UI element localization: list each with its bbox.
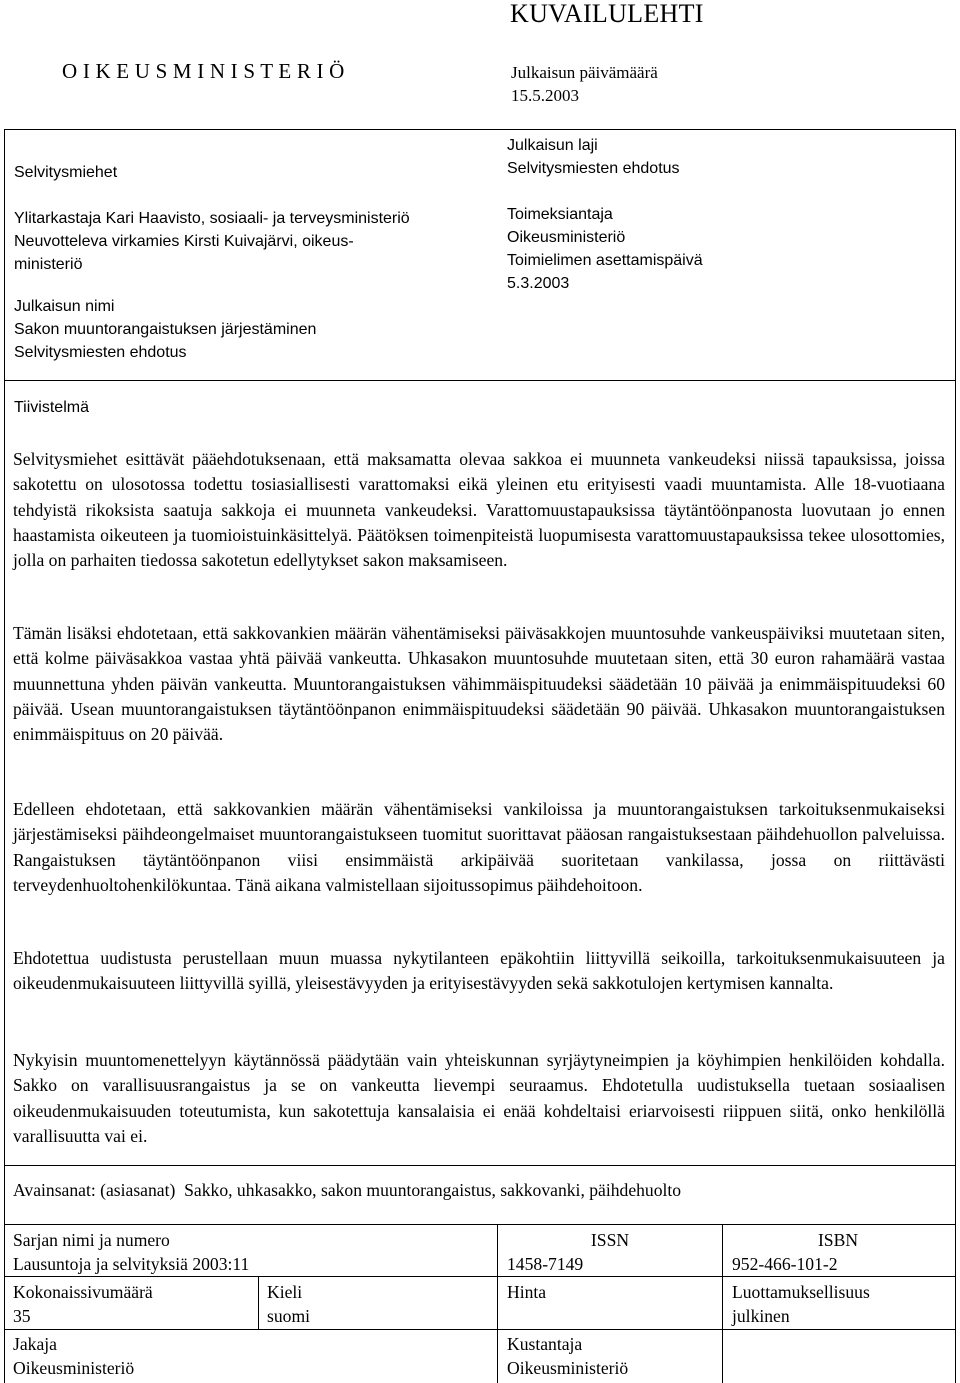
header-box-top-rule	[4, 129, 956, 130]
document-type: KUVAILULEHTI	[510, 0, 704, 28]
page-count-label: Kokonaissivumäärä	[13, 1282, 153, 1302]
commissioner-value: Oikeusministeriö	[507, 229, 626, 246]
header-box-left-rule	[4, 129, 5, 381]
commissioner-label: Toimeksiantaja	[507, 206, 613, 223]
issn-label: ISSN	[590, 1230, 630, 1250]
summary-box-left-rule	[4, 380, 5, 1166]
publication-name-line-1: Sakon muuntorangaistuksen järjestäminen	[14, 321, 317, 338]
series-value: Lausuntoja ja selvityksiä 2003:11	[13, 1254, 250, 1274]
footer-table-divider-2	[722, 1224, 723, 1383]
keywords-box-right-rule	[955, 1165, 956, 1225]
keywords-box-left-rule	[4, 1165, 5, 1225]
summary-paragraph-5: Nykyisin muuntomenettelyyn käytännössä päädytään vain yhteiskunnan syrjäytyneimpien ja köyhimpien henkilöiden kohdalla. Sakko on varallisuusrangaistus ja se on vankeutta lievempi seuraamus. Ehdotetulla uudistuksella tuetaan sosiaalisen oikeudenmukaisuuden toteutumista, kun sakotettuja kansalaisia ei enää kohdeltaisi eriarvoisesti riippuen siitä, onko henkilöllä varallisuutta vai ei.	[13, 1050, 945, 1146]
publication-type-value: Selvitysmiesten ehdotus	[507, 160, 680, 177]
appointment-date-label: Toimielimen asettamispäivä	[507, 252, 703, 269]
distributor-label: Jakaja	[13, 1334, 57, 1354]
publish-date: 15.5.2003	[511, 86, 579, 105]
isbn-value: 952-466-101-2	[732, 1254, 838, 1274]
footer-table-row-rule-2	[4, 1329, 956, 1330]
confidentiality-value: julkinen	[732, 1306, 790, 1326]
keywords-box-bottom-rule	[4, 1224, 956, 1225]
author-line-3: ministeriö	[14, 256, 83, 273]
page-count-value: 35	[13, 1306, 31, 1326]
footer-table-left-rule	[4, 1224, 5, 1383]
language-label: Kieli	[267, 1282, 303, 1302]
summary-paragraph-1: Selvitysmiehet esittävät pääehdotuksenaan, että maksamatta olevaa sakkoa ei muunneta vankeudeksi niissä tapauksissa, joissa sakotettu on ulosotossa todettu tosiasiallisesti varattomaksi eikä yleinen etu erityisesti vaadi muuntamista. Alle 18-vuotiaana tehdyistä rikoksista saatuja sakkoja ei muunneta vankeudeksi. Varattomuustapauksissa täytäntöönpanosta luovutaan jo ennen haastamista oikeuteen ja tuomioistuinkäsittelyä. Päätöksen toimenpiteistä luopumisesta varattomuustapauksissa tekee ulosottomies, jolla on parhaiten tiedossa sakotetun edellytykset sakon maksamiseen.	[13, 449, 945, 571]
footer-table-divider-3	[258, 1276, 259, 1329]
price-label: Hinta	[507, 1282, 547, 1302]
summary-box-right-rule	[955, 380, 956, 1166]
publication-name-line-2: Selvitysmiesten ehdotus	[14, 344, 187, 361]
isbn-label: ISBN	[817, 1230, 859, 1250]
summary-label: Tiivistelmä	[14, 399, 89, 416]
summary-paragraph-3: Edelleen ehdotetaan, että sakkovankien määrän vähentämiseksi vankiloissa ja muuntorangaistuksen tarkoituksenmukaiseksi järjestämiseksi päihdeongelmaiset muuntorangaistukseen tuomitut suorittavat pääosan rangaistuksestaan päihdehuollon palveluissa. Rangaistuksen täytäntöönpanon viisi ensimmäistä arkipäivää suoritetaan vankilassa, jossa on riittävästi terveydenhuoltohenkilökuntaa. Tänä aikana valmistellaan sijoitussopimus päihdehoitoon.	[13, 799, 945, 895]
keywords: Avainsanat: (asiasanat) Sakko, uhkasakko, sakon muuntorangaistus, sakkovanki, päihdehuolto	[13, 1180, 682, 1200]
header-box-bottom-rule	[4, 380, 956, 381]
publisher-value: Oikeusministeriö	[507, 1358, 629, 1378]
series-label: Sarjan nimi ja numero	[13, 1230, 170, 1250]
summary-paragraph-2: Tämän lisäksi ehdotetaan, että sakkovankien määrän vähentämiseksi päiväsakkojen muuntosuhde vankeuspäiviksi muutetaan siten, että kolme päiväsakkoa vastaa yhtä päivää vankeutta. Uhkasakon muuntosuhde muutetaan siten, että 30 euron rahamäärä vastaa muunnettuna yhden päivän vankeutta. Muuntorangaistuksen vähimmäispituudeksi säädetään 10 päivää ja enimmäispituudeksi 60 päivää. Usean muuntorangaistuksen täytäntöönpanon enimmäispituudeksi säädetään 90 päivää. Uhkasakon muuntorangaistuksen enimmäispituus on 20 päivää.	[13, 623, 945, 745]
footer-table-right-rule	[955, 1224, 956, 1383]
footer-table-divider-1	[497, 1224, 498, 1383]
publisher-label: Kustantaja	[507, 1334, 583, 1354]
publication-name-label: Julkaisun nimi	[14, 298, 115, 315]
appointment-date: 5.3.2003	[507, 275, 570, 292]
header-box-right-rule	[955, 129, 956, 381]
summary-box-bottom-rule	[4, 1165, 956, 1166]
ministry-name: O I K E U S M I N I S T E R I Ö	[62, 59, 345, 83]
distributor-value: Oikeusministeriö	[13, 1358, 135, 1378]
author-line-1: Ylitarkastaja Kari Haavisto, sosiaali- ja terveysministeriö	[14, 210, 410, 227]
language-value: suomi	[267, 1306, 311, 1326]
confidentiality-label: Luottamuksellisuus	[732, 1282, 870, 1302]
publish-date-label: Julkaisun päivämäärä	[511, 63, 658, 82]
issn-value: 1458-7149	[507, 1254, 584, 1274]
summary-paragraph-4: Ehdotettua uudistusta perustellaan muun muassa nykytilanteen epäkohtiin liittyvillä seikoilla, tarkoituksenmukaisuuteen ja oikeudenmukaisuuteen liittyvillä syillä, yleisestävyyden ja erityisestävyyden sekä sakkotulojen kertymisen kannalta.	[13, 948, 945, 994]
authors-label: Selvitysmiehet	[14, 164, 118, 181]
publication-type-label: Julkaisun laji	[507, 137, 598, 154]
author-line-2: Neuvotteleva virkamies Kirsti Kuivajärvi, oikeus-	[14, 233, 354, 250]
